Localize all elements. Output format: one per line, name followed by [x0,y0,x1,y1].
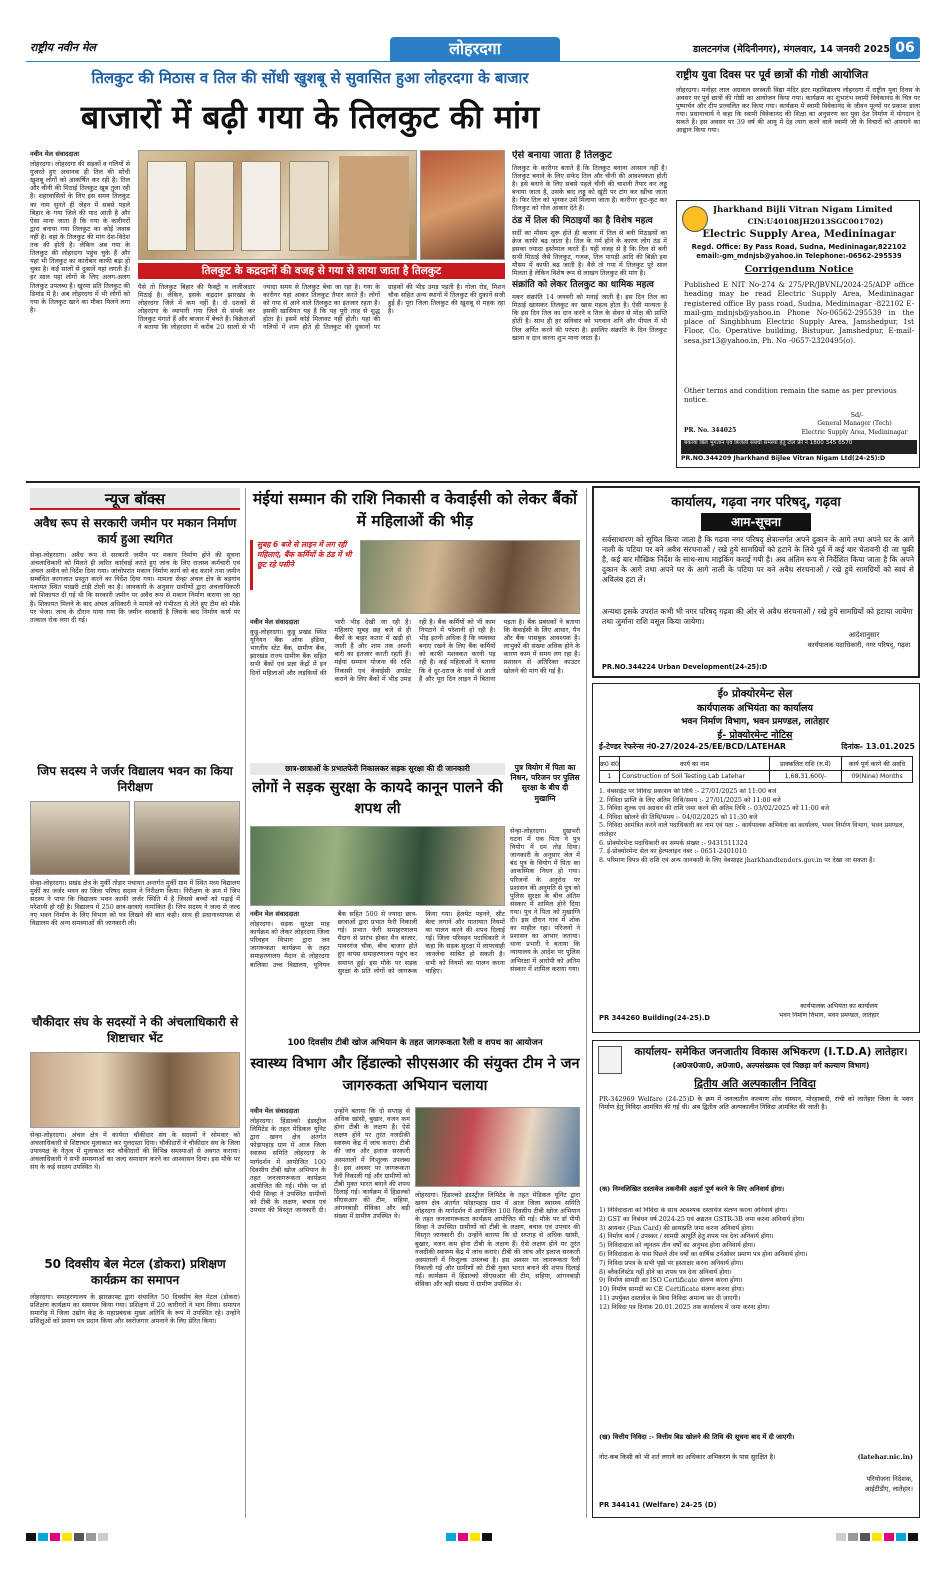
tender-cell-sno: 1 [600,771,620,783]
print-registration-bar [26,1528,920,1546]
youth-day-headline: राष्ट्रीय युवा दिवस पर पूर्व छात्रों की गोष्ठी आयोजित [676,69,869,81]
winter-title: ठंड में तिल की मिठाइयों का है विशेष महत्व [512,215,653,226]
itda-condition: 5) निविदादाता को न्यूनतम तीन वर्षों का अनुभव होना अनिवार्य होगा। [599,1242,756,1250]
page-number: 06 [890,37,920,59]
road-safety-body-text: लोहरदगा। सड़क सुरक्षा माह कार्यक्रम को लेकर लोहरदगा जिला परिवहन विभाग द्वारा जन जागरूकता कार्यक्रम के तहत समाहरणालय मैदान से लोहरदगा बालिका उच्च विद्यालय, यूनियन बैंक सहित 500 से ज्यादा छात्र-छात्राओं द्वारा प्रभात फेरी निकाली गई। प्रभात फेरी समाहरणालय मैदान से प्रारंभ होकर मैन बाजार, पावरगंज चौक, बीच बाजार होते हुए वापस समाहरणालय पहुंच कर समाप्त हुई। इस मौके पर सड़क सुरक्षा के प्रति लोगों को जागरूक किया गया। हेलमेट पहनने, सीट बेल्ट लगाने और यातायात नियमों का पालन करने की शपथ दिलाई गई। जिला परिवहन पदाधिकारी ने कहा कि सड़क सुरक्षा में लापरवाही जानलेवा साबित हो सकती है। सभी को नियमों का पालन करना चाहिए। [250,910,505,975]
youth-day-body: लोहरदगा। मनोहर लाल अग्रवाल सरस्वती विद्या मंदिर इंटर महाविद्यालय लोहरदगा में राष्ट्रीय युवा दिवस के अवसर पर पूर्व छात्रों की गोष्ठी का आयोजन किया गया। कार्यक्रम का शुभारंभ स्वामी विवेकानंद के चित्र पर पुष्पार्चन और दीप प्रज्वलित कर किया गया। कार्यक्रम में स्वामी विवेकानंद के जीवन मूल्यों पर प्रकाश डाला गया। प्रधानाचार्य ने कहा कि स्वामी विवेकानंद की शिक्षा का अनुसरण कर युवा देश निर्माण में योगदान दे सकते हैं। इस अवसर पर 39 वर्ष की आयु में देह त्याग करने वाले स्वामी जी के विचारों को अपनाने का आह्वान किया गया। [676,86,920,135]
garhwa-title: आम-सूचना [701,513,811,531]
itda-condition: 4) निर्माण कार्य / उपस्कर / सामग्री आपूर्ति हेतु शपथ पत्र देना अनिवार्य होगा। [599,1233,774,1241]
itda-sign: परियोजना निदेशक, [866,1475,913,1483]
tilkut-photo [138,150,417,260]
tender-notice [592,683,920,1033]
section-name: लोहरदगा [449,39,501,58]
jbvnl-office: Electric Supply Area, Medininagar [702,229,896,240]
tender-table-header [600,757,913,771]
garhwa-pr-no: PR.NO.344224 Urban Development(24-25):D [602,663,768,671]
maiyan-body [250,618,580,758]
garhwa-sign: आदेशानुसार [848,631,880,639]
brief3-headline: चौकीदार संघ के सदस्यों ने की अंचलाधिकारी से शिष्टाचार भेंट [31,1015,239,1045]
itda-title: द्वितीय अति अल्पकालीन निविदा [694,1078,816,1090]
tender-sign-2: भवन निर्माण विभाग, भवन प्रमण्डल, लातेहार [779,1012,879,1019]
father-headline: पुत्र वियोग में पिता का निधन, परिजन पर पुलिस सुरक्षा के बीच दी मुखाग्नि [510,763,580,803]
itda-condition: 8) ब्लैकलिस्टेड नहीं होने का शपथ पत्र देना अनिवार्य होगा। [599,1268,732,1276]
road-safety-headline: लोगों ने सड़क सुरक्षा के कायदे कानून पालने की शपथ ली [252,780,503,817]
winter-body: सर्दी का मौसम शुरू होते ही बाजार में तिल से बनी मिठाइयों का क्रेज काफी बढ़ जाता है। तिल के गर्म होने के कारण लोग ठंड में इसका ज्यादा इस्तेमाल करते हैं। यहीं वजह से है कि तिल से बनी सभी मिठाई जैसे तिलकुट, गजक, तिल पापड़ी आदि की बिक्री इस मौसम में काफी बढ़ जाती है। वैसे तो गया में तिलकुट पूरे साल मिलता है लेकिन विशेष रूप से लाखन तिलकुट की मांग है। [512,228,667,278]
lead-photo-caption: तिलकुट के कद्रदानों की वजह से गया से लाया जाता है तिलकुट [138,263,505,279]
brief1-body: सेन्हा-लोहरदगा। अवैध रूप से सरकारी जमीन पर मकान निर्माण होने की सूचना अंचलाधिकारी को मिलते ही त्वरित कार्रवाई करते हुए जांच के लिए राजस्व कर्मचारी एवं अंचल अमीन को निर्देश दिया गया। जांचोपरांत मकान निर्माण कार्य को बंद कराने तथा जमीन सम्बंधित कागजात प्रस्तुत करने का निर्देश दिया गया। मामला सेन्हा अंचल क्षेत्र के बड़गांव पंचायत स्थित पाखरी टांड़ी टोली का है। जानकारी के अनुसार ग्रामीणों द्वारा अंचलाधिकारी को शिकायत दी गई थी कि सरकारी जमीन पर अवैध रूप से मकान निर्माण कराया जा रहा है। शिकायत मिलने के बाद अंचल अधिकारी ने मामले को गंभीरता से लेते हुए टीम को मौके पर भेजा। जांच के दौरान पाया गया कि जमीन सरकारी है जिसके बाद निर्माण कार्य पर तत्काल रोक लगा दी गई। [30,551,240,624]
jbvnl-regd: Regd. Office: By Pass Road, Sudna, Medininagar,822102 [691,243,907,251]
maiyan-sub: सुबह 6 बजे से लाइन में लग रही महिलाएं, बैंक कर्मियों के ठंड में भी छूट रहे पसीने [250,540,355,590]
tender-item: 2. निविदा प्राप्ति के लिए अंतिम तिथि/समय :- 27/01/2025 को 11:00 बजे [599,796,781,804]
tb-body-right: लोहरदगा। हिंडाल्को इंडस्ट्रीज लिमिटेड के तहत मेडिकल यूनिट द्वारा खनन क्षेत्र अंतर्गत फोड़ापहाड़ ग्राम में आज जिला स्वास्थ्य समिति लोहरदगा के मार्गदर्शन में आयोजित 100 दिवसीय टीबी खोज अभियान के तहत जनजागरूकता कार्यक्रम आयोजित की गई। मौके पर डॉ पीपी सिन्हा ने उपस्थित ग्रामीणों को टीबी के लक्षण, बचाव एवं उपचार की विस्तृत जानकारी दी। उन्होंने बताया कि दो सप्ताह से अधिक खांसी, बुखार, वजन कम होना टीबी के लक्षण हैं। ऐसे लक्षण होने पर तुरंत नजदीकी स्वास्थ्य केंद्र में जांच कराएं। टीबी की जांच और इलाज सरकारी अस्पतालों में निःशुल्क उपलब्ध है। इस अवसर पर जागरूकता रैली निकाली गई और ग्रामीणों को टीबी मुक्त भारत बनाने की शपथ दिलाई गई। कार्यक्रम में हिंडाल्को सीएसआर की टीम, सहिया, आंगनबाड़ी सेविका और बड़ी संख्या में ग्रामीण उपस्थित थे। [415,1191,580,1289]
garhwa-office: कार्यालय, गढ़वा नगर परिषद्, गढ़वा [671,495,841,510]
itda-office: कार्यालय- समेकित जनजातीय विकास अभिकरण (I.T.D.A) लातेहार। [634,1046,908,1058]
garhwa-body-2: अन्यथा इसके उपरांत कभी भी नगर परिषद् गढ़वा की ओर से अवैध संरचनाओं / रखे हुये सामग्रियों को हटाया जायेगा तथा जुर्माना राशि वसूल किया जायेगा। [602,607,913,626]
itda-condition: 3) आयकर (Pan Card) की छायाप्रति जमा करना अनिवार्य होगा। [599,1224,754,1232]
jbvnl-company: Jharkhand Bijli Vitran Nigam Limited [713,205,893,215]
itda-website: (latehar.nic.in) [857,1453,913,1461]
itda-conditions [599,1207,913,1429]
tender-ref: ई-टेण्डर रेफरेन्स नं0-27/2024-25/EE/BCD/LATEHAR [599,742,787,751]
brief1-headline: अवैध रूप से सरकारी जमीन पर मकान निर्माण कार्य हुआ स्थगित [33,516,237,546]
tender-item: 6. प्रोक्योरमेन्ट पदाधिकारी का सम्पर्क संख्या :- 9431511324 [599,839,748,847]
tb-body-text: लोहरदगा। हिंडाल्को इंडस्ट्रीज लिमिटेड के तहत मेडिकल यूनिट द्वारा खनन क्षेत्र अंतर्गत फोड़ापहाड़ ग्राम में आज जिला स्वास्थ्य समिति लोहरदगा के मार्गदर्शन में आयोजित 100 दिवसीय टीबी खोज अभियान के तहत जनजागरूकता कार्यक्रम आयोजित की गई। मौके पर डॉ पीपी सिन्हा ने उपस्थित ग्रामीणों को टीबी के लक्षण, बचाव एवं उपचार की विस्तृत जानकारी दी। उन्होंने बताया कि दो सप्ताह से अधिक खांसी, बुखार, वजन कम होना टीबी के लक्षण हैं। ऐसे लक्षण होने पर तुरंत नजदीकी स्वास्थ्य केंद्र में जांच कराएं। टीबी की जांच और इलाज सरकारी अस्पतालों में निःशुल्क उपलब्ध है। इस अवसर पर जागरूकता रैली निकाली गई और ग्रामीणों को टीबी मुक्त भारत बनाने की शपथ दिलाई गई। कार्यक्रम में हिंडाल्को सीएसआर की टीम, सहिया, आंगनबाड़ी सेविका और बड़ी संख्या में ग्रामीण उपस्थित थे। [250,1107,410,1221]
rally-photo [250,826,505,906]
vendor-photo [420,150,505,260]
masthead-rule [26,61,920,62]
section-divider [26,481,920,483]
tender-sign: कार्यपालक अभियंता का कार्यालय [800,1002,878,1010]
masthead [0,0,945,62]
jbvnl-pr-full: PR.NO.344209 Jharkhand Bijlee Vitran Nigam Ltd(24-25):D [681,455,886,462]
tender-item: 4. निविदा खोलने की तिथि/समय :- 04/02/2025 को 11:30 बजे [599,813,758,821]
jbvnl-footer-note: Other terms and condition remain the same as per previous notice. [684,387,897,404]
lead-kicker: तिलकुट की मिठास व तिल की सोंधी खुशबू से सुवासित हुआ लोहरदगा के बाजार [91,69,529,87]
itda-section-b: (ख) वित्तीय निविदा :- वित्तीय बिड खोलने की तिथि की सूचना बाद में दी जाएगी। [599,1433,795,1441]
tender-item: 8. परिमाण विपत्र की राशि एवं अन्य जानकारी के लिए वेबसाइट jharkhandtenders.gov.in पर देखा जा सकता है। [599,856,875,864]
jbvnl-sign-org: Electric Supply Area, Medininagar [801,429,908,436]
lead-body-middle: पैसे तो तिलकुट बिहार की फैक्ट्री व लजीजदार मिठाई है। लेकिन, इसके कद्रदान झारखंड के लोहरदगा जिले में कम नहीं है। दो दशकों से लोहरदगा के व्यापारी गया जिले से संपर्क कर तिलकुट मंगाते हैं और बाजार में बेचते हैं। विक्रेताओं ने बताया कि लोहरदगा में करीब 20 सालों से भी ज्यादा समय से तिलकुट बेचा जा रहा है। गया के कारीगर यहां आकर तिलकुट तैयार करते हैं। लोगों को गया से आने वाले तिलकुट का इंतजार रहता है। इसकी खासियत यह है कि यह पूरी तरह से शुद्ध होता है। इसमें कोई मिलावट नहीं होती। यहां की गलियों में शाम होते ही तिलकुट की दुकानों पर ग्राहकों की भीड़ उमड़ पड़ती है। गोला रोड, मिशन चौक सहित अन्य स्थानों में तिलकुट की दुकानें सजी हुई हैं। पूरा जिला तिलकुट की खुशबू से महक रहा है। [138,283,505,332]
itda-condition: 2) GST का निबंधन वर्ष 2024-25 एवं अद्यतन GSTR-3B जमा करना अनिवार्य होगा। [599,1215,805,1223]
itda-emblem [598,1046,622,1074]
jbvnl-body: Published E NIT No-274 & 275/PR/JBVNL/2024-25/ADP office heading may be read Electric Supply Area, Medininagar registered office By pass road, Sudna, Medininagar -822102 E-mail-gm_mdnjsb@yahoo.in Phone No-06562-295539 in the place of Singhbhum Electric Supply Area, Jamshedpur, 1st Floor, Co. Operative building, Bistupur, Jamshedpur, E-mail-sesa.jsr13@yahoo.in, Ph. No -0657-2320495(o). [684,280,914,345]
jbvnl-helpline: बकाया बिल भुगतान एवं बिजली संबंधी समस्या हेतु टोल फ्री नं 1800 345 6570 [681,440,917,454]
lead-body-left [30,150,130,478]
itda-notice [592,1040,920,1518]
tender-notice-title: ई- प्रोक्योरमेन्ट नोटिस [717,730,793,741]
tender-title: ई० प्रोक्योरमेन्ट सेल [717,688,793,700]
itda-condition: 12) निविदा पत्र दिनांक 20.01.2025 तक कार्यालय में जमा करना होगा। [599,1303,770,1311]
tender-item: 7. ई-प्रोक्योरमेन्ट सेल का हेल्पलाइन नंबर :- 0651-2401010 [599,848,747,856]
lead-byline: नवीन मेल संवाददाता [30,150,79,158]
brief4-headline: 50 दिवसीय बेल मेटल (डोकरा) प्रशिक्षण कार्यक्रम का समापन [44,1257,226,1287]
itda-condition: 11) उपर्युक्त दस्तावेज के बिना निविदा अमान्य कर दी जाएगी। [599,1294,741,1302]
brief3-body: सेन्हा-लोहरदगा। अंचल क्षेत्र में कार्यरत चौकीदार संघ के सदस्यों ने सोमवार को अंचलाधिकारी से शिष्टाचार मुलाकात कर गुलदस्ता दिया। चौकीदारों ने चौकीदार संघ के जिला उपाध्यक्ष के नेतृत्व में मुलाकात कर चौकीदारों की विभिन्न समस्याओं से अवगत कराया। अंचलाधिकारी ने सभी समस्याओं का जल्द समाधान करने का आश्वासन दिया। इस मौके पर संघ के कई सदस्य उपस्थित थे। [30,1131,240,1172]
tender-col-work: कार्य का नाम [620,757,770,771]
tender-col-sno: क्र0 सं0 [600,757,620,771]
section-tab [390,37,560,61]
garhwa-sign-title: कार्यपालक पदाधिकारी, नगर परिषद्, गढ़वा [807,641,911,649]
tender-office: कार्यपालक अभियंता का कार्यालय [697,703,813,714]
tender-cell-period: 09(Nine) Months [842,771,913,783]
tender-col-period: कार्य पूर्ण करने की अवधि [842,757,913,771]
vertical-divider-2 [586,488,587,1518]
tender-date: दिनांक- 13.01.2025 [841,742,915,751]
itda-intro: PR-342969 Welfare (24-25)D के क्रम में जनजातीय कल्याण शोध संस्थान, मोरहाबादी, रांची को लातेहार जिला के भवन निर्माण हेतु निविदा आमंत्रित की गई थी। अब द्वितीय अति अल्पकालीन निविदा आमंत्रित की जाती है। [599,1095,913,1112]
tender-item: 5. निविदा आमंत्रित करने वाले पदाधिकारी का नाम एवं पता :- कार्यपालक अभियंता का कार्यालय, भवन निर्माण विभाग, भवन प्रमण्डल, लातेहार [599,822,905,838]
lead-body-a: लोहरदगा। लोहरदगा की सड़कों व गलियों से गुजरते हुए अचानक ही तिल की सोंधी खुशबू लोगों को आकर्षित कर रही है। तिल और चीनी की मिठाई तिलकुट खूब तुला रही है। शहरवासियों के लिए इस समय तिलकुट का नाम सुनते ही जेहन में सबसे पहले बिहार के गया जिले की याद आती है और ऐसा माना जाता है कि गया के कारीगरों द्वारा बनाया गया तिलकुट का कोई जवाब नहीं है। वहां के तिलकुट की मांग देश-विदेश तक की होती है। लेकिन अब गया के तिलकुट की लोहरदगा पहुंच चुके हैं और यहां भी तिलकुट का कारोबार काफी बढ़ा हो चुका है। कई सालों से दुकानें यहां लगती हैं। हर साल यहां लोगों के लिए अलग-अलग तिलकुट उपलब्ध है। खुरमा प्रति तिलकुट की डिमांड में है। अब लोहरदगा में भी लोगों को गया के तिलकुट खाने का मौका मिलने लगा है। [30,160,130,314]
father-body: सेन्हा-लोहरदगा। दुखभरी घटना में एक पिता ने पुत्र वियोग में दम तोड़ दिया। जानकारी के अनुसार जेल में बंद पुत्र के वियोग में पिता का आकस्मिक निधन हो गया। परिजनों के अनुरोध पर प्रशासन की अनुमति से पुत्र को पुलिस सुरक्षा के बीच अंतिम संस्कार में शामिल होने दिया गया। पुत्र ने पिता को मुखाग्नि दी। इस दौरान गांव में शोक का माहौल रहा। परिजनों ने प्रशासन का आभार जताया। थाना प्रभारी ने बताया कि न्यायालय के आदेश पर पुलिस अभिरक्षा में आरोपी को अंतिम संस्कार में शामिल कराया गया। [510,827,580,973]
tender-pr-no: PR 344260 Building(24-25).D [599,1014,711,1022]
road-safety-kicker: छात्र-छात्राओं के प्रभातफेरी निकालकर सड़क सुरक्षा की दी जानकारी [250,763,505,775]
maiyan-body-text: कुडू-लोहरदगा। कुडू प्रखंड स्थित यूनियन बैंक ऑफ इंडिया, भारतीय स्टेट बैंक, ग्रामीण बैंक, झारखंड राज्य ग्रामीण बैंक सहित सभी बैंकों एवं प्रज्ञा केंद्रों में इन दिनों महिलाओं और लड़कियों की भारी भीड़ देखी जा रही है। महिलाएं सुबह छह बजे से ही बैंकों के बाहर कतार में खड़ी हो जाती हैं और शाम तक अपनी बारी का इंतजार करती रहती हैं। मंईयां सम्मान योजना की राशि निकासी एवं केवाईसी अपडेट कराने के लिए बैंकों में भीड़ उमड़ रही है। बैंक कर्मियों को भी काम निपटाने में परेशानी हो रही है। भीड़ इतनी अधिक है कि व्यवस्था बनाए रखने के लिए बैंक कर्मियों को काफी मशक्कत करनी पड़ रही है। कई महिलाओं ने बताया कि वे दूर-दराज के गांवों से आती हैं और पूरा दिन लाइन में बिताना पड़ता है। बैंक प्रबंधकों ने बताया कि केवाईसी के लिए आधार, पैन और बैंक पासबुक आवश्यक है। लाभुकों की संख्या अधिक होने के कारण काम में समय लग रहा है। प्रशासन से अतिरिक्त काउंटर खोलने की मांग की गई है। [250,618,580,683]
itda-note: नोट-कब किसी को भी शर्त लगाने का अधिकार अभिकरण के पास सुरक्षित है। [599,1453,776,1461]
itda-sign-2: आईटीडीए, लातेहार। [864,1485,913,1493]
dateline: डालटनगंज (मेदिनीनगर), मंगलवार, 14 जनवरी 2025 [692,44,890,55]
jbvnl-notice [676,200,920,468]
how-made-body: तिलकुट के कारीगर बताते हैं कि तिलकुट बनाना आसान नहीं है। तिलकुट बनाने के लिए सफेद तिल और चीनी की आवश्यकता होती है। इसे बनाने के लिए सबसे पहले चीनी की चाशनी तैयार कर लड्डू बनाया जाता है, उसके बाद लड्डू को खूंटी पर टांग कर खींचा जाता है। फिर तिल को भूनकर उसे मिलाया जाता है। कारीगर कूट-कूट कर तिलकुट को गोल आकार देते हैं। [512,164,667,213]
garhwa-body: सर्वसाधारण को सूचित किया जाता है कि गढ़वा नगर परिषद् क्षेत्रान्तर्गत अपने दुकान के आगे तथा अपने घर के आगे नाली के पटिया पर बने अवैध संरचनाओं / रखे हुये सामग्रियों को हटाने के लिये पूर्व में कई बार चेतावनी दी जा चुकी है, कई बार मौखिक निर्देश के साथ-साथ माइकिंग कराई गयी है। अब अंतिम रूप से निर्देशित किया जाता है कि अपने दुकान के आगे तथा अपने घर के आगे नाली के पटिया पर बने अवैध संरचनाओं / रखे हुये सामग्रियों को स्वयं से अविलंब हटा लें। [602,535,914,584]
jbvnl-title: Corrigendum Notice [744,264,854,275]
sankranti-title: संक्रांति को लेकर तिलकुट का धामिक महत्व [512,280,654,291]
maiyan-headline: मंईयां सम्मान की राशि निकासी व केवाईसी को लेकर बैंकों में महिलाओं की भीड़ [252,490,577,530]
jbvnl-sign: Sd/- [850,411,864,419]
paper-name: राष्ट्रीय नवीन मेल [30,41,96,54]
brief4-body: लोहरदगा। समाहरणालय के झारक्राफ्ट द्वारा संचालित 50 दिवसीय बेल मेटल (डोकरा) प्रशिक्षण कार्यक्रम का समापन किया गया। प्रशिक्षण में 20 कारीगरों ने भाग लिया। समापन समारोह में जिला उद्योग केंद्र के महाप्रबंधक मुख्य अतिथि के रूप में उपस्थित रहे। उन्होंने प्रशिक्षुओं को प्रमाण पत्र प्रदान किया और स्वरोजगार अपनाने के लिए प्रेरित किया। [30,1293,240,1326]
itda-condition: 9) निर्माण सामग्री का ISO Certificate संलग्न करना होगा। [599,1277,743,1285]
tb-kicker: 100 दिवसीय टीबी खोज अभियान के तहत जागरूकता रैली व शपथ का आयोजन [287,1038,543,1048]
itda-sub: (अ0ज0जा0, अ0जा0, अल्पसंख्यक एवं पिछड़ा वर्ग कल्याण विभाग) [672,1061,870,1070]
jbvnl-email: email:-gm_mdnjsb@yahoo.in Telephone:-06562-295539 [696,252,902,260]
tender-item: 1. वेबसाईट पर निविदा प्रकाशन की तिथि :- 27/01/2025 को 11:00 बजे [599,788,777,795]
chowkidar-photo [30,1052,240,1128]
itda-condition: 6) निविदादाता के पास पिछले तीन वर्षों का वार्षिक टर्नओवर प्रमाण पत्र होना अनिवार्य होगा। [599,1250,808,1258]
itda-condition: 10) निर्माण सामग्री का CE Certificate संलग्न करना होगा। [599,1286,744,1294]
itda-condition: 1) निविदादाता को निविदा के साथ आवश्यक दस्तावेज संलग्न करना अनिवार्य होगा। [599,1207,788,1214]
school-photo-2 [134,801,240,875]
road-safety-body [250,910,505,1032]
bank-queue-photo [360,540,580,614]
jbvnl-cin: CIN:U40108JH2013SGC001702) [747,217,884,226]
tender-table [599,756,913,783]
tb-body-left [250,1107,410,1513]
tb-byline: नवीन मेल संवाददाता [250,1107,299,1115]
tender-table-row [600,771,913,783]
jbvnl-pr-no: PR. No. 344025 [684,427,737,434]
garhwa-notice [592,486,920,678]
itda-pr-no: PR 344141 (Welfare) 24-25 (D) [599,1501,717,1509]
brief2-headline: जिप सदस्य ने जर्जर विद्यालय भवन का किया निरीक्षण [37,764,233,794]
tender-cell-work: Construction of Soil Testing Lab Latehar [620,771,770,783]
tender-col-amount: प्राक्कलित राशि (रु.में) [770,757,842,771]
lead-body-right [512,150,667,478]
road-safety-byline: नवीन मेल संवाददाता [250,910,299,918]
vertical-divider-1 [245,488,246,1518]
itda-section-a: (क) निम्नलिखित दस्तावेज तकनीकी अहर्ता पूर्ण करने के लिए अनिवार्य होगा। [599,1185,785,1193]
tender-office-2: भवन निर्माण विभाग, भवन प्रमण्डल, लातेहार [681,717,829,727]
tb-rally-photo [415,1107,580,1187]
tb-headline: स्वास्थ्य विभाग और हिंडाल्को सीएसआर की संयुक्त टीम ने जन जागरुकता अभियान चलाया [250,1056,580,1094]
news-box-label [30,488,240,510]
sankranti-body: मकर संक्रांति 14 जनवरी को मनाई जाती है। इस दिन तिल का मिठाई खासकर तिलकुट का खास महत्व होता है। ऐसी मान्यता है कि इस दिन तिल का दान करने व तिल के सेवन से मोक्ष की प्राप्ति होती है। साथ ही हर सनिवार को भगवान शनि और पीपल में भी तिल अर्पित करने की परंपरा है। इसलिए संक्रांति के दिन तिलकुट खाना व दान करना शुभ माना जाता है। [512,293,667,342]
jbvnl-sign-title: General Manager (Tech) [817,420,892,427]
school-photo [30,801,130,875]
tender-cell-amount: 1,68,31,600/- [770,771,842,783]
maiyan-byline: नवीन मेल संवाददाता [250,618,299,626]
brief2-body: सेन्हा-लोहरदगा। प्रखंड क्षेत्र के मुर्की तोड़ार पंचायत अन्तर्गत मुर्की ग्राम में स्थित मध्य विद्यालय मुर्की का जर्जर भवन का जिला परिषद सदस्य ने निरीक्षण किया। निरीक्षण के क्रम में जिप सदस्य ने पाया कि विद्यालय भवन काफी जर्जर स्थिति में है जिससे बच्चों को पढ़ाई में परेशानी हो रही है। विद्यालय में 250 छात्र-छात्राएं नामांकित हैं। जिप सदस्य ने जल्द से जल्द नए भवन निर्माण के लिए विभाग को पत्र लिखने की बात कही। साथ ही प्रधानाध्यापक से विद्यालय की अन्य समस्याओं की जानकारी ली। [30,879,240,928]
lead-headline: बाजारों में बढ़ी गया के तिलकुट की मांग [80,98,540,136]
news-box-title: न्यूज बॉक्स [104,490,166,508]
how-made-title: ऐसे बनाया जाता है तिलकुट [512,150,612,161]
tender-item: 3. निविदा शुल्क एवं अग्रधन की राशि जमा करने की अंतिम तिथि :- 03/02/2025 को 11:00 बजे [599,805,830,813]
tender-items [599,788,913,998]
itda-condition: 7) निविदा प्रपत्र के सभी पृष्ठों पर हस्ताक्षर करना अनिवार्य होगा। [599,1259,744,1267]
